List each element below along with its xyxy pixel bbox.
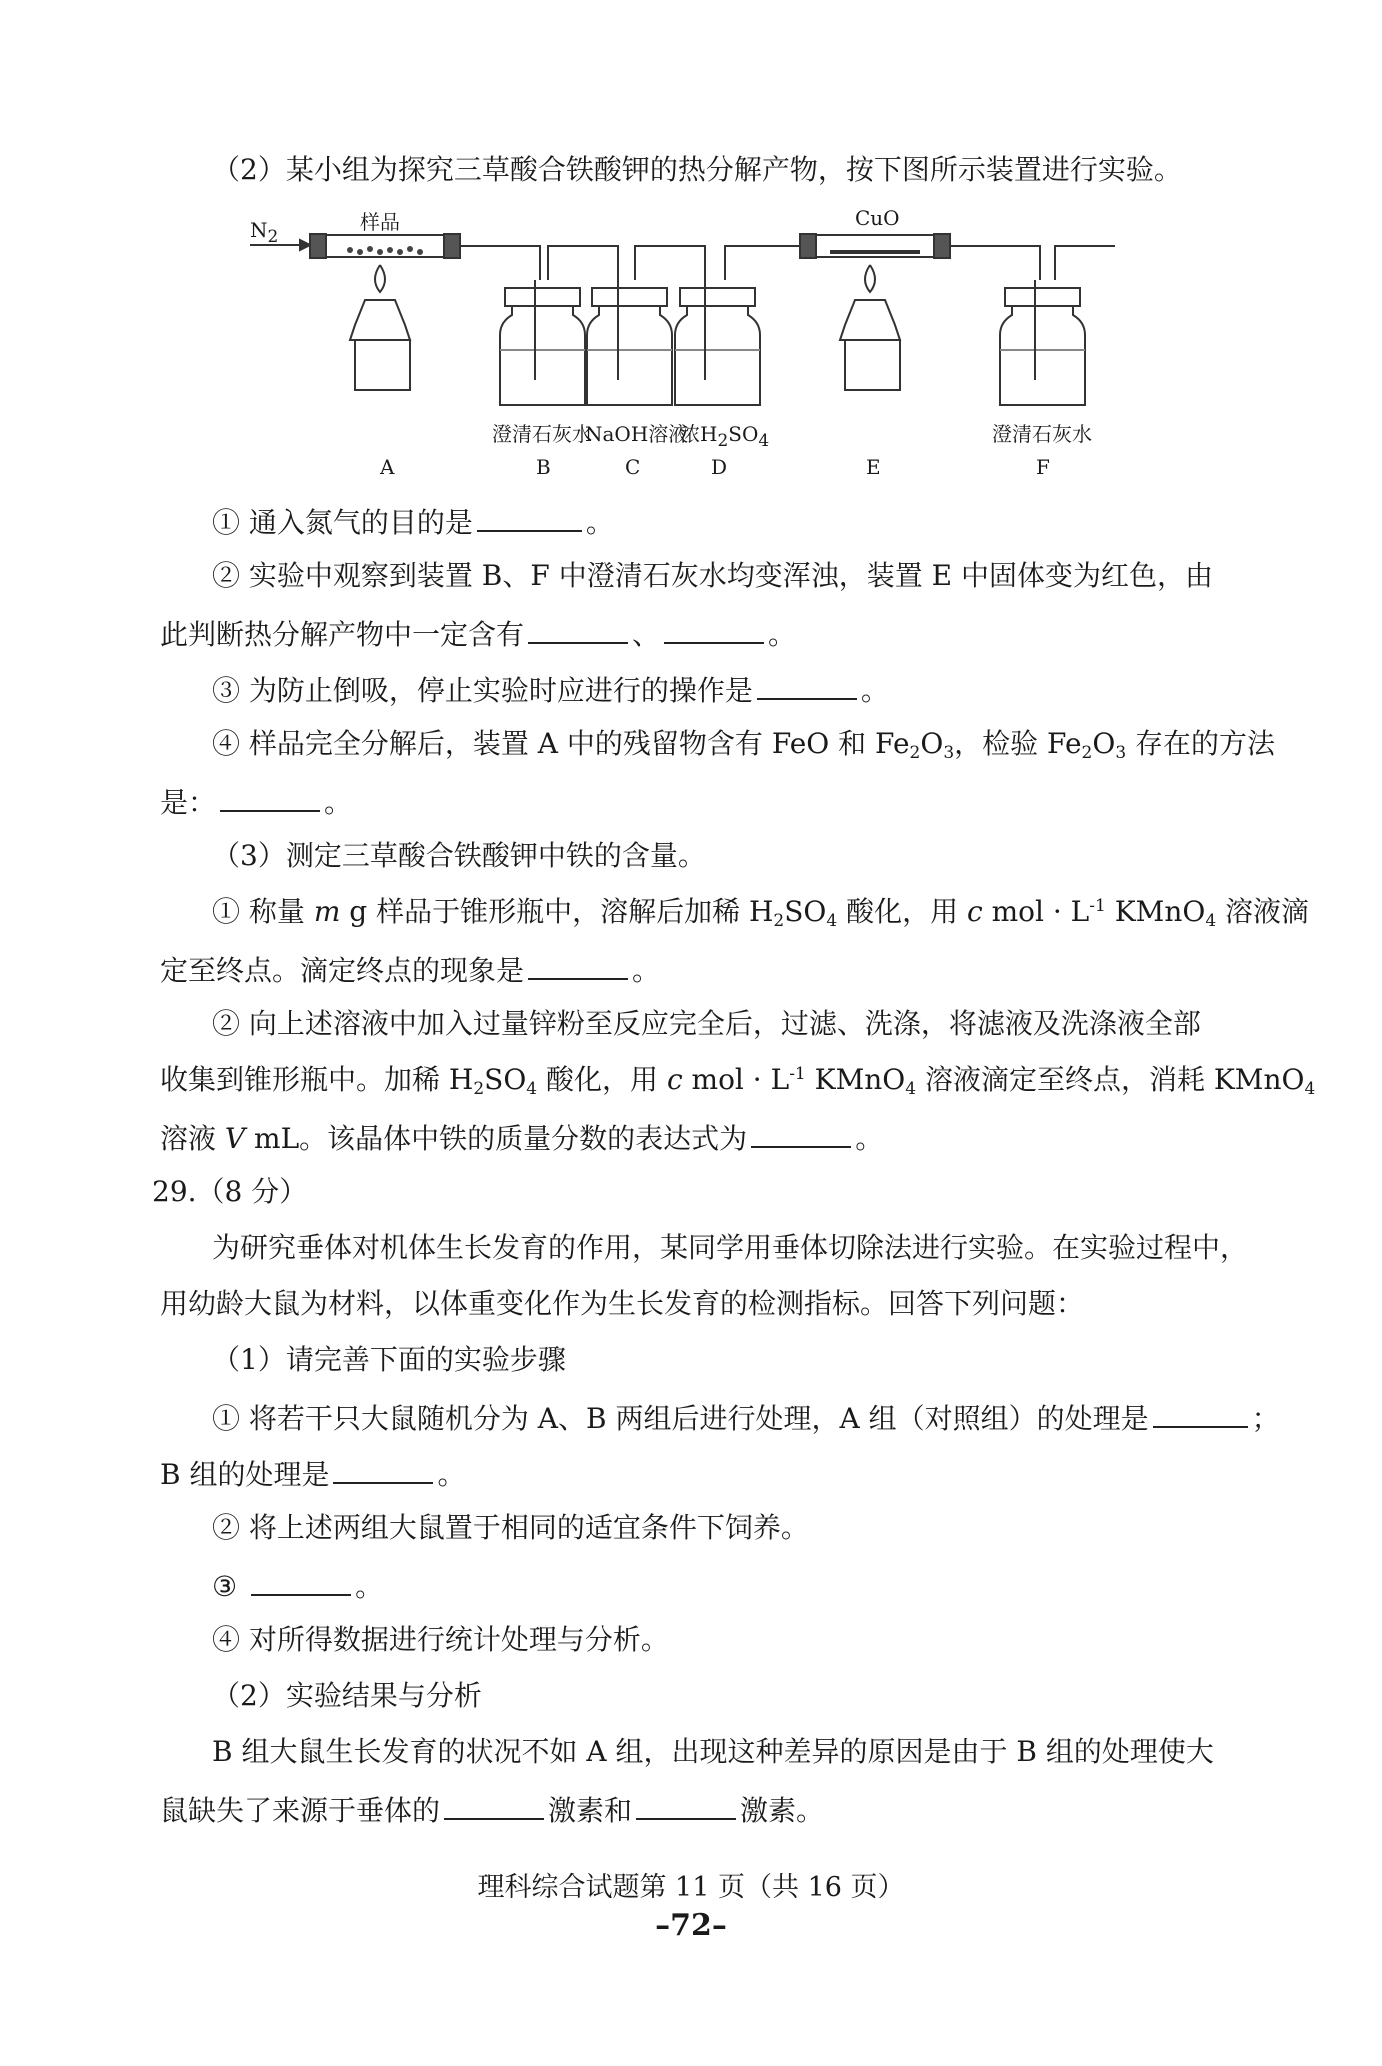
q29-step3: ③ 。 (212, 1564, 383, 1607)
q2-sub3: ③ 为防止倒吸，停止实验时应进行的操作是 。 (212, 668, 889, 711)
q29-heading: 29.（8 分） (152, 1175, 308, 1208)
q3-sub1-line2: 定至终点。滴定终点的现象是 。 (160, 948, 660, 991)
letter-a: A (380, 455, 395, 479)
answer-blank[interactable] (1153, 1396, 1248, 1428)
letter-e: E (866, 455, 881, 479)
q29-step1-line2: B 组的处理是 。 (160, 1452, 466, 1495)
q29-intro-line1: 为研究垂体对机体生长发育的作用，某同学用垂体切除法进行实验。在实验过程中， (212, 1231, 1249, 1264)
n2-label: $N_2$ (250, 218, 279, 247)
letter-f: F (1036, 455, 1050, 479)
label-c-solution: NaOH溶液 (585, 422, 689, 446)
answer-blank[interactable] (477, 500, 582, 532)
letter-b: B (536, 455, 551, 479)
letter-c: C (625, 455, 641, 479)
answer-blank[interactable] (664, 612, 764, 644)
answer-blank[interactable] (333, 1452, 433, 1484)
answer-blank[interactable] (757, 668, 857, 700)
label-d-solution: 浓$H_2SO_4$ (680, 422, 770, 451)
q2-sub2-line1: ② 实验中观察到装置 B、F 中澄清石灰水均变浑浊，装置 E 中固体变为红色，由 (212, 559, 1213, 592)
q3-sub2-line2: 收集到锥形瓶中。加稀 $H_2SO_4$ 酸化，用 c mol · $L^{-1}$ KMnO$_4$ 溶液滴定至终点，消耗 KMnO$_4$ (160, 1063, 1316, 1099)
q3-sub2-line1: ② 向上述溶液中加入过量锌粉至反应完全后，过滤、洗涤，将滤液及洗涤液全部 (212, 1007, 1201, 1040)
q29-step4: ④ 对所得数据进行统计处理与分析。 (212, 1623, 669, 1656)
answer-blank[interactable] (751, 1116, 851, 1148)
q2-sub1: ① 通入氮气的目的是 。 (212, 500, 614, 543)
answer-blank[interactable] (251, 1564, 351, 1596)
answer-blank[interactable] (528, 612, 628, 644)
q2-sub2-line2: 此判断热分解产物中一定含有 、 。 (160, 612, 796, 655)
page-number: –72– (655, 1908, 727, 1943)
apparatus-figure (230, 200, 1180, 490)
answer-blank[interactable] (444, 1788, 544, 1820)
cuo-label: CuO (855, 206, 900, 230)
q29-part1-heading: （1）请完善下面的实验步骤 (212, 1343, 566, 1376)
sample-label: 样品 (360, 210, 400, 234)
q29-part2-line1: B 组大鼠生长发育的状况不如 A 组，出现这种差异的原因是由于 B 组的处理使大 (212, 1735, 1214, 1768)
q2-sub4-line1: ④ 样品完全分解后，装置 A 中的残留物含有 FeO 和 $Fe_2O_3$，检验 $Fe_2O_3$ 存在的方法 (212, 727, 1276, 763)
answer-blank[interactable] (220, 780, 320, 812)
answer-blank[interactable] (636, 1788, 736, 1820)
q29-intro-line2: 用幼龄大鼠为材料，以体重变化作为生长发育的检测指标。回答下列问题： (160, 1287, 1085, 1320)
q29-part2-line2: 鼠缺失了来源于垂体的 激素和 激素。 (160, 1788, 824, 1831)
q3-sub2-line3: 溶液 V mL。该晶体中铁的质量分数的表达式为 。 (160, 1116, 883, 1159)
q29-step2: ② 将上述两组大鼠置于相同的适宜条件下饲养。 (212, 1511, 809, 1544)
q2-sub4-line2: 是： 。 (160, 780, 352, 823)
q3-intro: （3）测定三草酸合铁酸钾中铁的含量。 (212, 839, 706, 872)
letter-d: D (711, 455, 728, 479)
q2-intro: （2）某小组为探究三草酸合铁酸钾的热分解产物，按下图所示装置进行实验。 (212, 153, 1182, 186)
q29-part2-heading: （2）实验结果与分析 (212, 1679, 482, 1712)
label-b-solution: 澄清石灰水 (492, 422, 592, 446)
page-footer-title: 理科综合试题第 11 页（共 16 页） (477, 1872, 905, 1903)
q3-sub1-line1: ① 称量 m g 样品于锥形瓶中，溶解后加稀 $H_2SO_4$ 酸化，用 c mol · $L^{-1}$ KMnO$_4$ 溶液滴 (212, 895, 1310, 931)
q29-step1-line1: ① 将若干只大鼠随机分为 A、B 两组后进行处理，A 组（对照组）的处理是 ； (212, 1396, 1280, 1439)
label-f-solution: 澄清石灰水 (992, 422, 1092, 446)
answer-blank[interactable] (528, 948, 628, 980)
